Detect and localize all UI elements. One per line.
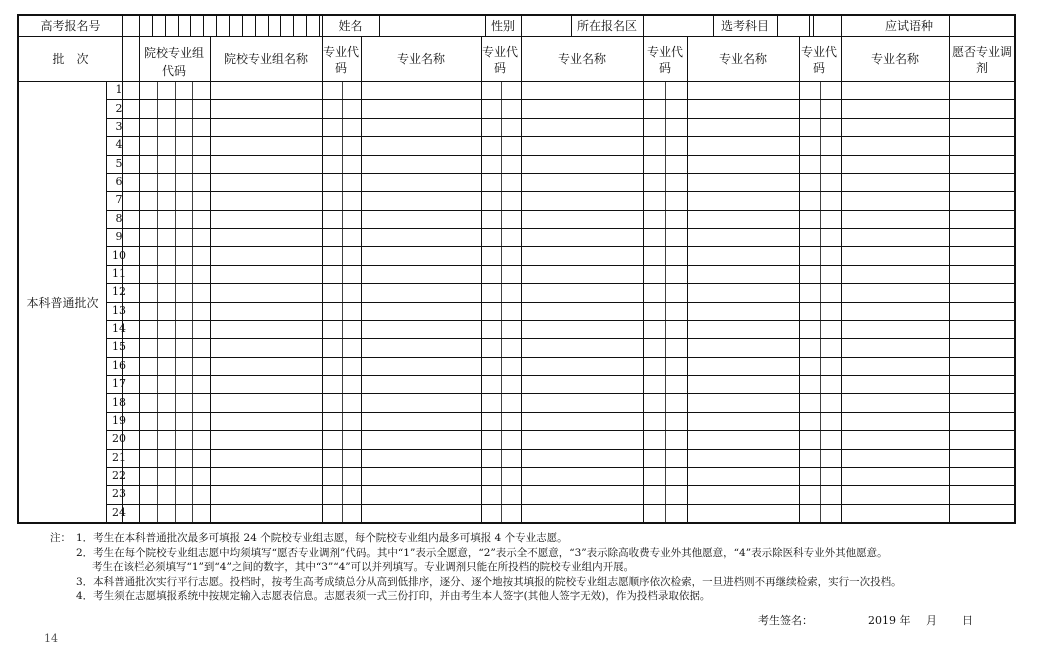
adjust-header: 愿否专业调剂	[952, 45, 1013, 75]
row-line	[106, 375, 1014, 376]
row-line	[106, 393, 1014, 394]
header-cell-line	[379, 16, 380, 36]
major-code-header-4: 专业代码	[800, 45, 837, 75]
row-line	[106, 210, 1014, 211]
reg-no-label: 高考报名号	[40, 19, 101, 33]
row-line	[106, 449, 1014, 450]
row-line	[106, 320, 1014, 321]
reg-digit-box-line	[306, 16, 307, 36]
language-label: 应试语种	[884, 19, 933, 33]
row-number: 1	[115, 83, 123, 97]
row-number: 5	[115, 156, 123, 170]
row-number: 18	[112, 395, 126, 409]
reg-digit-box-line	[319, 16, 320, 36]
header-cell-line	[122, 16, 123, 36]
row-line	[106, 228, 1014, 229]
application-form-table	[17, 14, 1016, 524]
reg-digit-box-line	[152, 16, 153, 36]
row-line	[106, 191, 1014, 192]
district-label: 所在报名区	[576, 19, 637, 33]
row-number: 13	[112, 303, 126, 317]
header-divider	[19, 36, 1014, 37]
row-number: 7	[115, 193, 123, 207]
group-name-header: 院校专业组名称	[223, 52, 308, 66]
signature-label: 考生签名：	[758, 614, 813, 627]
row-number: 15	[112, 340, 126, 354]
row-line	[106, 246, 1014, 247]
row-number: 2	[115, 101, 123, 115]
header-cell-line	[949, 16, 950, 36]
row-number: 10	[112, 248, 126, 262]
header-cell-line	[521, 16, 522, 36]
reg-digit-box-line	[280, 16, 281, 36]
major-name-header-4: 专业名称	[870, 52, 919, 66]
batch-header: 批 次	[52, 52, 89, 66]
reg-digit-box-line	[216, 16, 217, 36]
column-header-divider	[19, 81, 1014, 82]
row-number: 17	[112, 377, 126, 391]
row-line	[106, 357, 1014, 358]
note-3: 3．本科普通批次实行平行志愿。投档时，按考生高考成绩总分从高到低排序，逐分、逐个地按其填报的院校专业组志愿顺序依次检索，一旦进档则不再继续检索，实行一次投档。	[76, 575, 902, 588]
reg-digit-box-line	[242, 16, 243, 36]
notes-prefix: 注：	[50, 532, 71, 544]
row-line	[106, 155, 1014, 156]
header-cell-line	[813, 16, 814, 36]
row-number: 12	[112, 285, 126, 299]
row-number: 21	[112, 450, 126, 464]
row-number: 8	[115, 211, 123, 225]
note-2-continued: 考生在该栏必须填写“1”到“4”之间的数字，其中“3”“4”可以并列填写。专业调剂只能在所投档的院校专业组内开展。	[92, 561, 635, 573]
row-line	[106, 467, 1014, 468]
reg-digit-box-line	[255, 16, 256, 36]
row-line	[106, 283, 1014, 284]
signature-day: 日	[962, 614, 973, 627]
major-name-header-1: 专业名称	[396, 52, 445, 66]
row-line	[106, 430, 1014, 431]
header-cell-line	[777, 16, 778, 36]
elective-label: 选考科目	[720, 19, 769, 33]
major-code-header-1: 专业代码	[322, 45, 359, 75]
group-code-header: 院校专业组代码	[143, 46, 204, 78]
row-number: 11	[112, 266, 126, 280]
note-2: 2．考生在每个院校专业组志愿中均须填写“愿否专业调剂”代码。其中“1”表示全愿意，“2”表示全不愿意，“3”表示除高收费专业外其他愿意，“4”表示除医科专业外其他愿意。	[76, 546, 888, 559]
major-code-header-2: 专业代码	[481, 45, 518, 75]
row-number: 3	[115, 119, 123, 133]
row-number: 14	[112, 322, 126, 336]
row-number: 4	[115, 138, 123, 152]
major-name-header-3: 专业名称	[718, 52, 767, 66]
row-line	[106, 485, 1014, 486]
gender-label: 性别	[490, 19, 515, 33]
signature-year: 2019 年	[868, 614, 911, 627]
header-cell-line	[841, 16, 842, 36]
reg-digit-box-line	[229, 16, 230, 36]
row-line	[106, 265, 1014, 266]
note-1: 1．考生在本科普通批次最多可填报 24 个院校专业组志愿，每个院校专业组内最多可填报 4 个专业志愿。	[76, 532, 568, 544]
row-line	[106, 338, 1014, 339]
major-name-header-2: 专业名称	[557, 52, 606, 66]
row-number: 23	[112, 487, 126, 501]
reg-digit-box-line	[165, 16, 166, 36]
row-line	[106, 412, 1014, 413]
major-code-header-3: 专业代码	[646, 45, 683, 75]
reg-digit-box-line	[139, 16, 140, 36]
header-cell-line	[643, 16, 644, 36]
row-number: 16	[112, 358, 126, 372]
reg-digit-box-line	[293, 16, 294, 36]
reg-digit-box-line	[268, 16, 269, 36]
row-line	[106, 504, 1014, 505]
row-line	[106, 118, 1014, 119]
batch-name: 本科普通批次	[26, 296, 99, 310]
signature-month: 月	[926, 614, 937, 627]
row-line	[106, 173, 1014, 174]
row-number: 20	[112, 432, 126, 446]
reg-digit-box-line	[178, 16, 179, 36]
header-cell-line	[809, 16, 810, 36]
note-4: 4．考生须在志愿填报系统中按规定输入志愿表信息。志愿表须一式三份打印，并由考生本人签字(其他人签字无效)，作为投档录取依据。	[76, 590, 711, 602]
name-label: 姓名	[338, 19, 363, 33]
row-number: 22	[112, 469, 126, 483]
reg-digit-box-line	[190, 16, 191, 36]
row-line	[106, 99, 1014, 100]
row-number: 6	[115, 175, 123, 189]
page-number: 14	[44, 632, 58, 645]
row-line	[106, 136, 1014, 137]
reg-digit-box-line	[203, 16, 204, 36]
row-line	[106, 302, 1014, 303]
row-number: 19	[112, 413, 126, 427]
row-number: 24	[112, 505, 126, 519]
row-number: 9	[115, 230, 123, 244]
